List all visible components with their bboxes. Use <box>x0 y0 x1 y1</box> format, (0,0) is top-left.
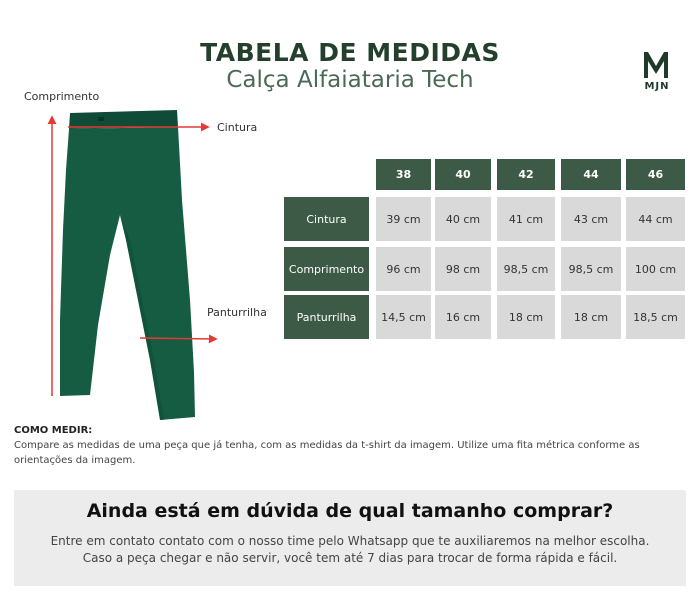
size-header-42: 42 <box>497 159 555 190</box>
table-cell: 39 cm <box>376 197 431 241</box>
panturrilha-arrow <box>140 338 216 339</box>
page-title: TABELA DE MEDIDAS <box>200 38 500 67</box>
how-to-title: COMO MEDIR: <box>14 425 93 436</box>
pants-illustration <box>60 110 195 420</box>
table-cell: 16 cm <box>435 295 491 339</box>
how-to-text: Compare as medidas de uma peça que já tenha, com as medidas da t-shirt da imagem. Utilize uma fita métrica conforme as orientações da imagem. <box>14 440 640 466</box>
size-header-40: 40 <box>435 159 491 190</box>
label-cintura: Cintura <box>217 121 258 134</box>
row-header-comprimento: Comprimento <box>284 247 369 291</box>
brand-logo-text: MJN <box>644 81 670 92</box>
help-banner-line2: Caso a peça chegar e não servir, você tem até 7 dias para trocar de forma rápida e fácil. <box>82 551 618 565</box>
size-header-38: 38 <box>376 159 431 190</box>
table-cell: 40 cm <box>435 197 491 241</box>
table-cell: 98 cm <box>435 247 491 291</box>
row-header-cintura: Cintura <box>284 197 369 241</box>
label-panturrilha: Panturrilha <box>207 306 267 319</box>
table-cell: 18 cm <box>497 295 555 339</box>
label-comprimento: Comprimento <box>24 90 100 103</box>
help-banner-text <box>14 533 686 567</box>
table-cell: 96 cm <box>376 247 431 291</box>
table-cell: 18,5 cm <box>626 295 685 339</box>
page-subtitle: Calça Alfaiataria Tech <box>226 67 474 93</box>
size-header-46: 46 <box>626 159 685 190</box>
table-cell: 18 cm <box>561 295 621 339</box>
help-banner-line1: Entre em contato contato com o nosso time pelo Whatsapp que te auxiliaremos na melhor escolha. <box>50 534 650 548</box>
table-cell: 14,5 cm <box>376 295 431 339</box>
table-cell: 44 cm <box>626 197 685 241</box>
table-cell: 98,5 cm <box>561 247 621 291</box>
table-cell: 98,5 cm <box>497 247 555 291</box>
size-header-44: 44 <box>561 159 621 190</box>
table-cell: 43 cm <box>561 197 621 241</box>
help-banner <box>14 490 686 586</box>
help-banner-title: Ainda está em dúvida de qual tamanho comprar? <box>86 500 614 522</box>
table-cell: 41 cm <box>497 197 555 241</box>
table-cell: 100 cm <box>626 247 685 291</box>
row-header-panturrilha: Panturrilha <box>284 295 369 339</box>
